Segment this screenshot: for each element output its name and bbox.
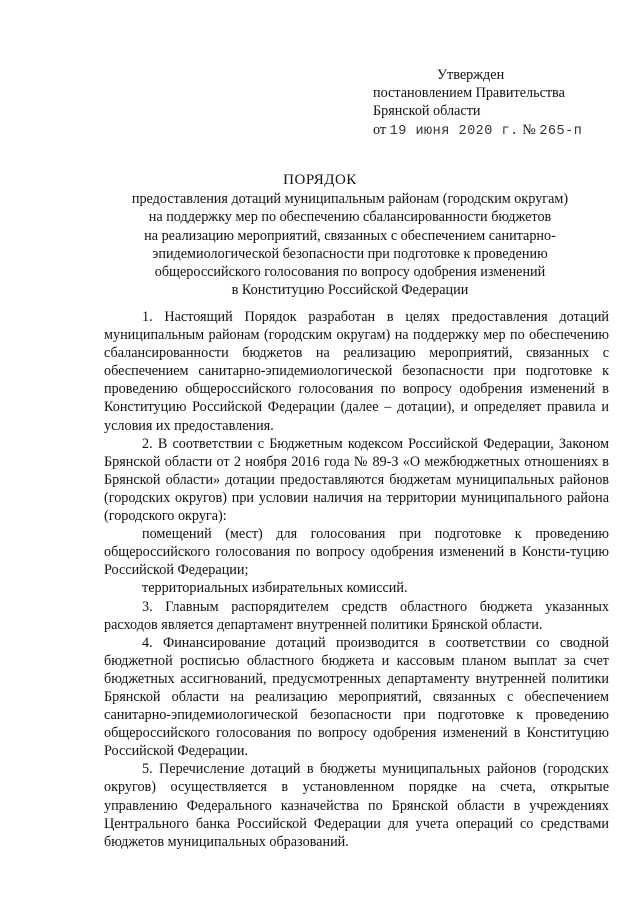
paragraph-4: 4. Финансирование дотаций производится в соответствии со сводной бюджетной росписью областного бюджета и кассовым планом выплат за счет бюджетных ассигнований, предусмотренных департаменту внутренней политики Брянской области на реализацию мероприятий, связанных с обеспечением санитарно-эпидемиологической безопасности при подготовке к проведению общероссийского голосования по вопросу одобрения изменений в Конституцию Российской Федерации. bbox=[104, 634, 609, 760]
approval-date-value: 19 июня 2020 г. bbox=[389, 123, 519, 139]
paragraph-5: 5. Перечисление дотаций в бюджеты муниципальных районов (городских округов) осуществляется в установленном порядке на счета, открытые управлению Федерального казначейства по Брянской области в учреждениях Центрального банка Российской Федерации для учета операций со средствами бюджетов муниципальных образований. bbox=[104, 761, 609, 850]
approval-number-value: 265-п bbox=[539, 123, 583, 139]
paragraph-3: 3. Главным распорядителем средств областного бюджета указанных расходов является департамент внутренней политики Брянской области. bbox=[104, 598, 609, 633]
approval-heading: Утвержден bbox=[437, 67, 505, 83]
approval-date-line bbox=[373, 121, 582, 141]
approval-issuer: постановлением Правительства bbox=[373, 85, 565, 102]
approval-region: Брянской области bbox=[373, 103, 481, 120]
document-subtitle bbox=[100, 190, 600, 300]
subtitle-line: на поддержку мер по обеспечению сбалансированности бюджетов bbox=[148, 209, 552, 226]
subtitle-line: предоставления дотаций муниципальным районам (городским округам) bbox=[131, 191, 569, 207]
subtitle-line: в Конституцию Российской Федерации bbox=[231, 282, 469, 299]
paragraph-2: 2. В соответствии с Бюджетным кодексом Российской Федерации, Законом Брянской области от 2 ноября 2016 года № 89-З «О межбюджетных отношениях в Брянской области» дотации предоставляются бюджетам муниципальных районов (городских округов) при условии наличия на территории муниципального района (городского округа): bbox=[104, 435, 609, 525]
subtitle-line: эпидемиологической безопасности при подготовке к проведению bbox=[152, 245, 548, 262]
paragraph-1: 1. Настоящий Порядок разработан в целях предоставления дотаций муниципальным районам (городским округам) на поддержку мер по обеспечению сбалансированности бюджетов на реализацию мероприятий, связанных с обеспечением санитарно-эпидемиологической безопасности при подготовке к проведению общероссийского голосования по вопросу одобрения изменений в Конституцию Российской Федерации (далее – дотации), и определяет правила и условия их предоставления. bbox=[104, 309, 609, 434]
paragraph-2-item-commissions: территориальных избирательных комиссий. bbox=[142, 580, 408, 597]
document-title: ПОРЯДОК bbox=[283, 172, 357, 188]
document-body bbox=[104, 308, 609, 851]
approval-block bbox=[373, 66, 582, 141]
subtitle-line: на реализацию мероприятий, связанных с обеспечением санитарно- bbox=[144, 227, 556, 244]
number-label: № bbox=[522, 121, 536, 138]
subtitle-line: общероссийского голосования по вопросу одобрения изменений bbox=[154, 264, 546, 281]
date-prefix: от bbox=[373, 121, 387, 138]
paragraph-2-item-premises: помещений (мест) для голосования при подготовке к проведению общероссийского голосования по вопросу одобрения изменений в Консти-туцию Российской Федерации; bbox=[104, 526, 609, 579]
